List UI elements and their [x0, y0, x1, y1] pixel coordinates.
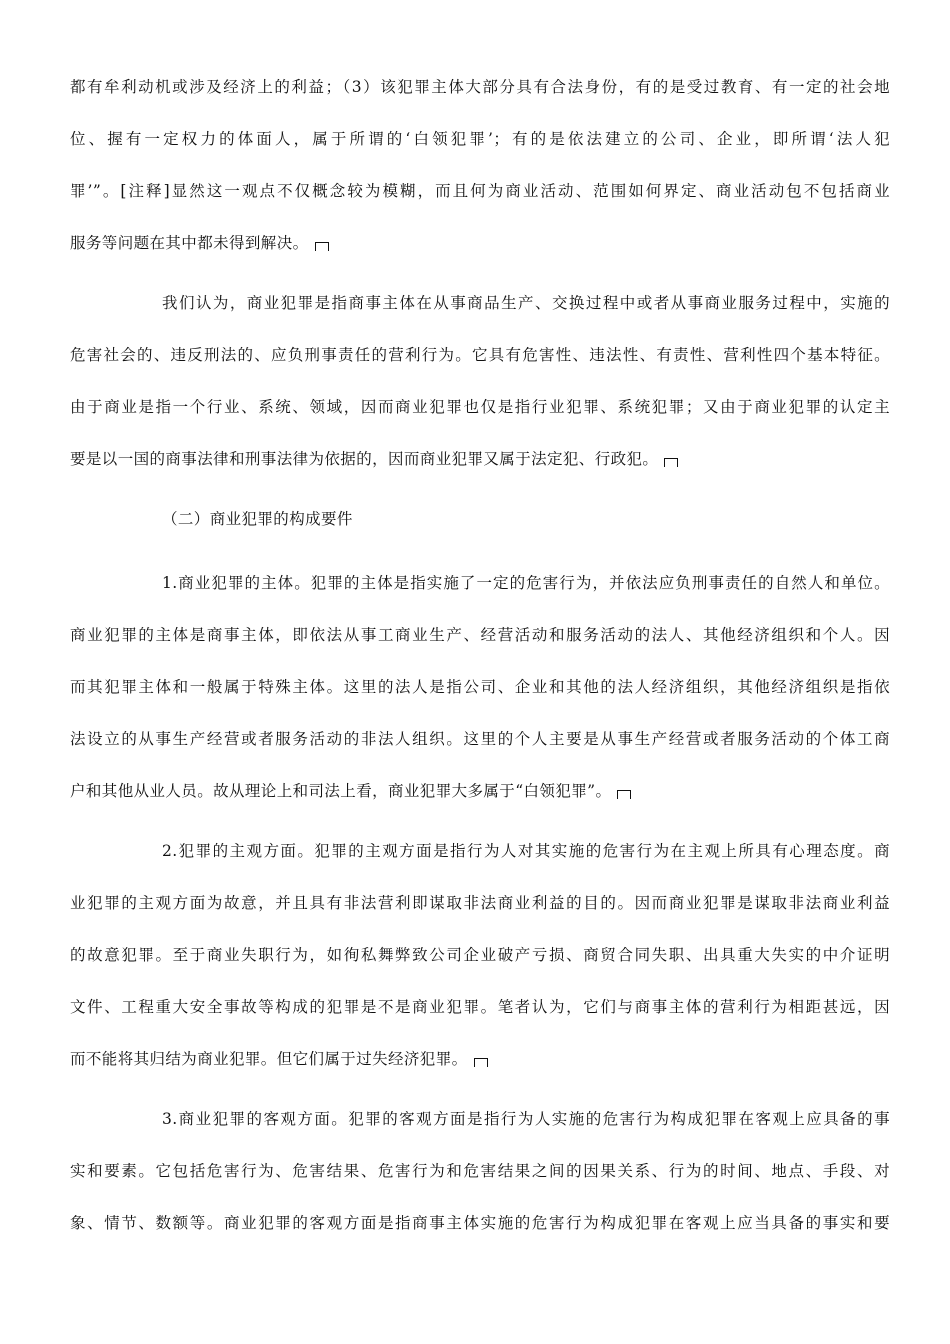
text-line: 商业犯罪的主体是商事主体，即依法从事工商业生产、经营活动和服务活动的法人、其他经济组织和个人。因 [70, 626, 890, 644]
text-line: 都有牟利动机或涉及经济上的利益；（3）该犯罪主体大部分具有合法身份，有的是受过教育、有一定的社会地 [70, 78, 890, 96]
text-line-last [70, 449, 890, 469]
text-line: 文件、工程重大安全事故等构成的犯罪是不是商业犯罪。笔者认为，它们与商事主体的营利行为相距甚远，因 [70, 998, 890, 1016]
section-heading: （二）商业犯罪的构成要件 [162, 510, 353, 528]
text-line: 由于商业是指一个行业、系统、领域，因而商业犯罪也仅是指行业犯罪、系统犯罪；又由于商业犯罪的认定主 [70, 398, 890, 416]
text-line: 户和其他从业人员。故从理论上和司法上看，商业犯罪大多属于“白领犯罪”。 [70, 782, 612, 800]
text-line: 而其犯罪主体和一般属于特殊主体。这里的法人是指公司、企业和其他的法人经济组织，其他经济组织是指依 [70, 678, 890, 696]
text-line-last [70, 233, 890, 253]
text-line: 危害社会的、违反刑法的、应负刑事责任的营利行为。它具有危害性、违法性、有责性、营利性四个基本特征。 [70, 346, 890, 364]
text-line: 位、握有一定权力的体面人，属于所谓的‘白领犯罪’；有的是依法建立的公司、企业，即所谓‘法人犯 [70, 130, 890, 148]
paragraph-end-mark [315, 242, 329, 251]
text-line-last [70, 1049, 890, 1069]
text-line: 实和要素。它包括危害行为、危害结果、危害行为和危害结果之间的因果关系、行为的时间、地点、手段、对 [70, 1162, 890, 1180]
paragraph-end-mark [474, 1058, 488, 1067]
text-line: 罪’”。[注释]显然这一观点不仅概念较为模糊，而且何为商业活动、范围如何界定、商业活动包不包括商业 [70, 182, 890, 200]
text-line: 要是以一国的商事法律和刑事法律为依据的，因而商业犯罪又属于法定犯、行政犯。 [70, 450, 659, 468]
text-line: 法设立的从事生产经营或者服务活动的非法人组织。这里的个人主要是从事生产经营或者服务活动的个体工商 [70, 730, 890, 748]
text-line: 象、情节、数额等。商业犯罪的客观方面是指商事主体实施的危害行为构成犯罪在客观上应当具备的事实和要 [70, 1214, 890, 1232]
text-line-last [70, 781, 890, 801]
text-line: 的故意犯罪。至于商业失职行为，如徇私舞弊致公司企业破产亏损、商贸合同失职、出具重大失实的中介证明 [70, 946, 890, 964]
paragraph-end-mark [664, 458, 678, 467]
paragraph-end-mark [617, 790, 631, 799]
text-line: 2.犯罪的主观方面。犯罪的主观方面是指行为人对其实施的危害行为在主观上所具有心理态度。商 [162, 842, 890, 860]
text-line: 业犯罪的主观方面为故意，并且具有非法营利即谋取非法商业利益的目的。因而商业犯罪是谋取非法商业利益 [70, 894, 890, 912]
text-line: 1.商业犯罪的主体。犯罪的主体是指实施了一定的危害行为，并依法应负刑事责任的自然人和单位。 [162, 574, 890, 592]
text-line: 而不能将其归结为商业犯罪。但它们属于过失经济犯罪。 [70, 1050, 468, 1068]
text-line: 我们认为，商业犯罪是指商事主体在从事商品生产、交换过程中或者从事商业服务过程中，实施的 [162, 294, 890, 312]
text-line: 3.商业犯罪的客观方面。犯罪的客观方面是指行为人实施的危害行为构成犯罪在客观上应具备的事 [162, 1110, 890, 1128]
text-line: 服务等问题在其中都未得到解决。 [70, 234, 309, 252]
